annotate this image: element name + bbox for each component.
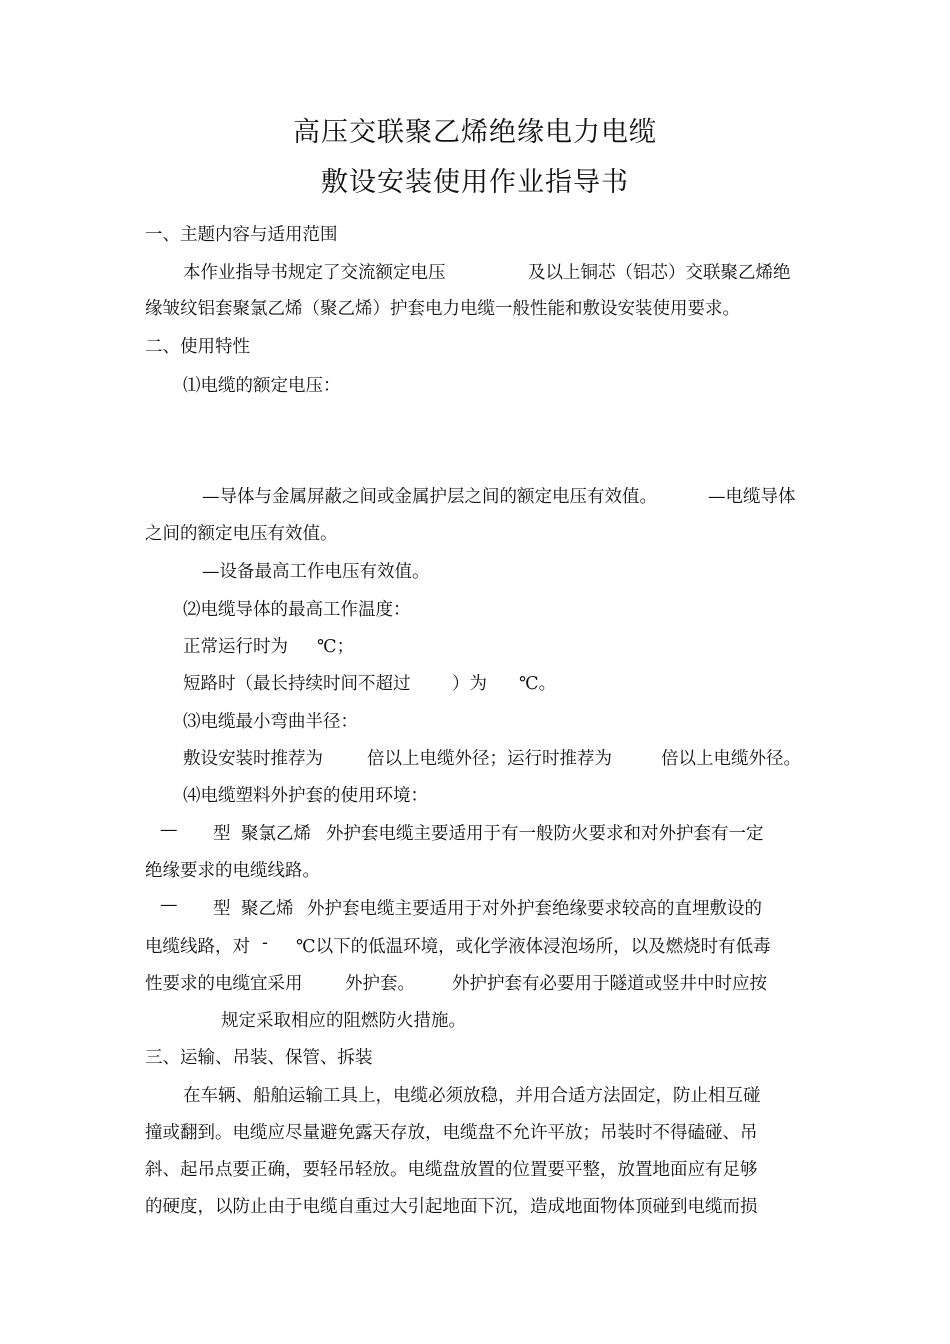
section3-para-line4: 的硬度，以防止由于电缆自重过大引起地面下沉，造成地面物体顶碰到电缆而损 [145, 1197, 758, 1217]
item4-sheath-environment: ⑷电缆塑料外护套的使用环境： [183, 786, 428, 806]
item3-bending-radius: ⑶电缆最小弯曲半径： [183, 712, 358, 732]
section3-para-line3: 斜、起吊点要正确，要轻吊轻放。电缆盘放置的位置要平整，放置地面应有足够 [145, 1160, 758, 1180]
env2-material: 聚乙烯 [241, 899, 294, 919]
document-title-line2: 敷设安装使用作业指导书 [321, 167, 629, 198]
voltage-def-2b: 之间的额定电压有效值。 [145, 524, 338, 544]
temp-normal-label: 正常运行时为 [183, 637, 288, 657]
voltage-def-1: —导体与金属屏蔽之间或金属护层之间的额定电压有效值。 [202, 487, 657, 507]
section3-para-line2: 撞或翻到。电缆应尽量避免露天存放，电缆盘不允许平放；吊装时不得磕碰、吊 [145, 1123, 758, 1143]
env2-line2-b: ℃以下的低温环境，或化学液体浸泡场所，以及燃烧时有低毒 [296, 937, 771, 957]
bend-install-label: 敷设安装时推荐为 [183, 749, 323, 769]
section1-heading: 一、主题内容与适用范围 [145, 225, 338, 245]
section1-para-line2: 缘皱纹铝套聚氯乙烯（聚乙烯）护套电力电缆一般性能和敷设安装使用要求。 [145, 299, 740, 319]
env2-line4: 规定采取相应的阻燃防火措施。 [221, 1011, 466, 1031]
env2-dash: — [160, 895, 178, 915]
env2-type: 型 [213, 899, 231, 919]
temp-short-mid: ）为 [452, 674, 487, 694]
section3-heading: 三、运输、吊装、保管、拆装 [145, 1048, 373, 1068]
env2-line3-b: 外护套。 [345, 974, 415, 994]
temp-short-label: 短路时（最长持续时间不超过 [183, 674, 411, 694]
voltage-def-2a: —电缆导体 [708, 487, 796, 507]
voltage-def-3: —设备最高工作电压有效值。 [202, 562, 430, 582]
section1-para-line1b: 及以上铜芯（铝芯）交联聚乙烯绝 [528, 263, 791, 283]
env2-line3-a: 性要求的电缆宜采用 [145, 974, 303, 994]
env1-desc: 外护套电缆主要适用于有一般防火要求和对外护套有一定 [326, 824, 764, 844]
temp-normal-unit: ℃； [317, 637, 355, 657]
temp-short-unit: ℃。 [519, 674, 557, 694]
env1-type: 型 [213, 824, 231, 844]
env2-line3-c: 外护护套有必要用于隧道或竖井中时应按 [452, 974, 767, 994]
item2-max-temperature: ⑵电缆导体的最高工作温度： [183, 600, 411, 620]
section3-para-line1: 在车辆、船舶运输工具上，电缆必须放稳，并用合适方法固定，防止相互碰 [183, 1086, 761, 1106]
bend-run-unit: 倍以上电缆外径。 [661, 749, 801, 769]
env2-line2-minus: - [262, 933, 268, 953]
env1-dash: — [160, 820, 178, 840]
document-title-line1: 高压交联聚乙烯绝缘电力电缆 [293, 117, 657, 148]
env1-desc-cont: 绝缘要求的电缆线路。 [145, 861, 320, 881]
section1-para-line1a: 本作业指导书规定了交流额定电压 [183, 263, 446, 283]
section2-heading: 二、使用特性 [145, 337, 250, 357]
bend-run-label: 倍以上电缆外径；运行时推荐为 [367, 749, 612, 769]
env2-desc: 外护套电缆主要适用于对外护套绝缘要求较高的直埋敷设的 [307, 899, 762, 919]
item1-rated-voltage: ⑴电缆的额定电压： [183, 376, 341, 396]
env1-material: 聚氯乙烯 [241, 824, 311, 844]
env2-line2-a: 电缆线路，对 [145, 937, 250, 957]
